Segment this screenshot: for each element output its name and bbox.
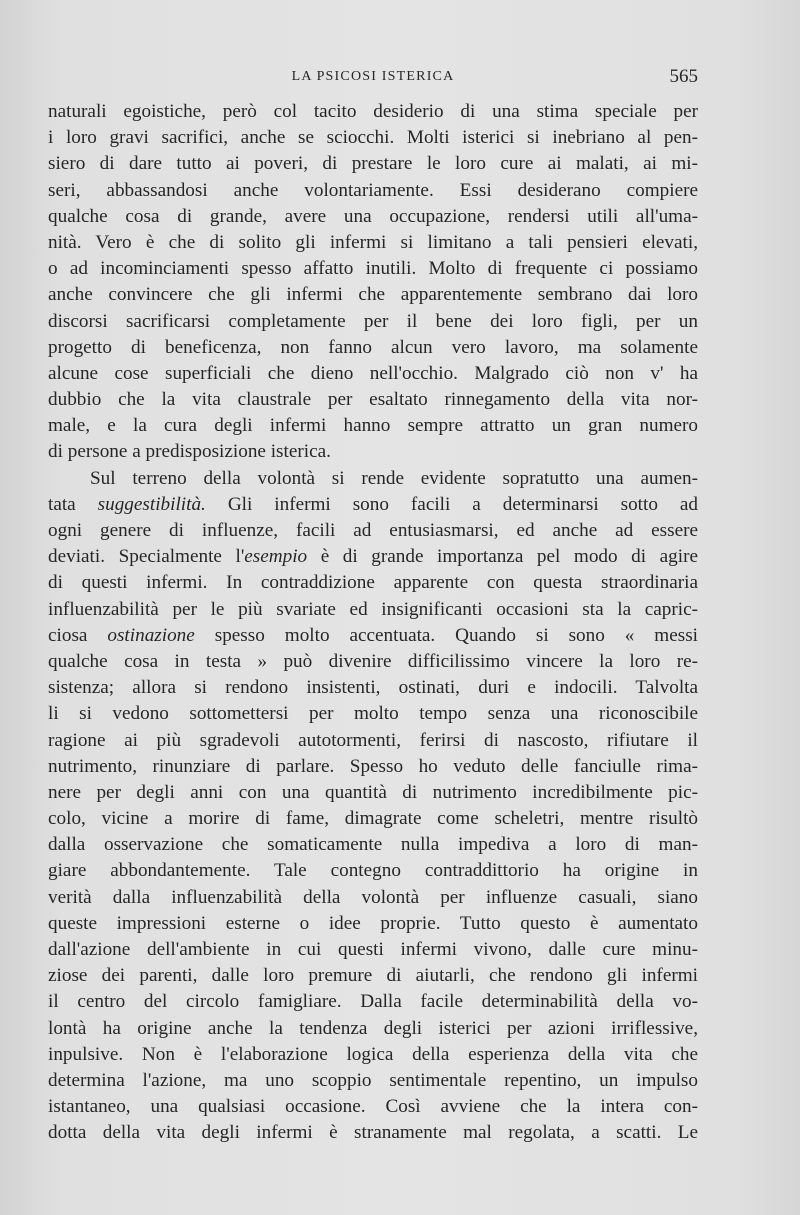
text-line: male, e la cura degli infermi hanno sempre attratto un gran numero: [48, 415, 698, 437]
text-line: sistenza; allora si rendono insistenti, ostinati, duri e indocili. Talvolta: [48, 677, 698, 699]
text-line: qualche cosa di grande, avere una occupazione, rendersi utili all'uma-: [48, 205, 698, 227]
text-line: progetto di beneficenza, non fanno alcun vero lavoro, ma solamente: [48, 336, 698, 358]
text-line: colo, vicine a morire di fame, dimagrate come scheletri, mentre risultò: [48, 808, 698, 830]
text-line: di questi infermi. In contraddizione apparente con questa straordinaria: [48, 572, 698, 594]
text-line: dubbio che la vita claustrale per esaltato rinnegamento della vita nor-: [48, 389, 698, 411]
text-line: lontà ha origine anche la tendenza degli isterici per azioni irriflessive,: [48, 1017, 698, 1039]
italic-term: ostinazione: [107, 624, 195, 646]
text-line: qualche cosa in testa » può divenire difficilissimo vincere la loro re-: [48, 650, 698, 672]
text-line: ragione ai più sgradevoli autotormenti, ferirsi di nascosto, rifiutare il: [48, 729, 698, 751]
text-line: nità. Vero è che di solito gli infermi si limitano a tali pensieri elevati,: [48, 231, 698, 253]
text-segment: Gli infermi sono facili a determinarsi sotto ad: [205, 493, 698, 515]
text-segment: tata: [48, 493, 98, 515]
body-text: [48, 99, 698, 1147]
text-line: seri, abbassandosi anche volontariamente. Essi desiderano compiere: [48, 179, 698, 201]
text-line: dalla osservazione che somaticamente nulla impediva a loro di man-: [48, 834, 698, 856]
page-number: 565: [669, 66, 698, 87]
text-line: siero di dare tutto ai poveri, di prestare le loro cure ai malati, ai mi-: [48, 153, 698, 175]
text-line: dall'azione dell'ambiente in cui questi infermi vivono, dalle cure minu-: [48, 939, 698, 960]
text-line: alcune cose superficiali che dieno nell'occhio. Malgrado ciò non v' ha: [48, 362, 698, 384]
text-line: anche convincere che gli infermi che apparentemente sembrano dai loro: [48, 284, 698, 306]
text-line: i loro gravi sacrifici, anche se sciocchi. Molti isterici si inebriano al pen-: [48, 127, 698, 149]
text-line: inpulsive. Non è l'elaborazione logica della esperienza della vita che: [48, 1043, 698, 1065]
text-segment: è di grande importanza pel modo di agire: [307, 546, 699, 568]
text-line: Sul terreno della volontà si rende evidente sopratutto una aumen-: [90, 467, 698, 489]
text-segment: spesso molto accentuata. Quando si sono « messi: [194, 624, 698, 646]
text-line: discorsi sacrificarsi completamente per il bene dei loro figli, per un: [48, 310, 698, 332]
text-line: di persone a predisposizione isterica.: [48, 441, 331, 463]
text-line: ogni genere di influenze, facili ad entusiasmarsi, ed anche ad essere: [48, 520, 698, 541]
text-segment: ciosa: [48, 624, 108, 646]
text-line: li si vedono sottomettersi per molto tempo senza una riconoscibile: [48, 703, 698, 725]
text-line: il centro del circolo famigliare. Dalla facile determinabilità della vo-: [48, 991, 698, 1013]
italic-term: suggestibilità.: [97, 493, 206, 515]
text-line: dotta della vita degli infermi è stranamente mal regolata, a scatti. Le: [48, 1122, 698, 1144]
text-line: naturali egoistiche, però col tacito desiderio di una stima speciale per: [48, 101, 698, 122]
text-line: nere per degli anni con una quantità di nutrimento incredibilmente pic-: [48, 781, 698, 803]
running-head: [48, 66, 698, 90]
text-line: [48, 623, 698, 649]
text-line: [48, 492, 698, 518]
italic-term: esempio: [244, 546, 308, 568]
running-title: LA PSICOSI ISTERICA: [291, 69, 455, 84]
text-line: o ad incominciamenti spesso affatto inutili. Molto di frequente ci possiamo: [48, 258, 698, 280]
text-line: verità dalla influenzabilità della volontà per influenze casuali, siano: [48, 886, 698, 908]
text-line: [48, 544, 698, 570]
text-line: ziose dei parenti, dalle loro premure di aiutarli, che rendono gli infermi: [48, 965, 698, 987]
text-line: nutrimento, rinunziare di parlare. Spesso ho veduto delle fanciulle rima-: [48, 755, 698, 777]
text-segment: deviati. Specialmente l': [48, 546, 245, 568]
text-line: influenzabilità per le più svariate ed insignificanti occasioni sta la capric-: [48, 598, 698, 620]
text-line: queste impressioni esterne o idee proprie. Tutto questo è aumentato: [48, 912, 698, 934]
text-line: istantaneo, una qualsiasi occasione. Così avviene che la intera con-: [48, 1096, 698, 1118]
text-line: giare abbondantemente. Tale contegno contraddittorio ha origine in: [48, 860, 698, 882]
text-line: determina l'azione, ma uno scoppio sentimentale repentino, un impulso: [48, 1069, 698, 1091]
